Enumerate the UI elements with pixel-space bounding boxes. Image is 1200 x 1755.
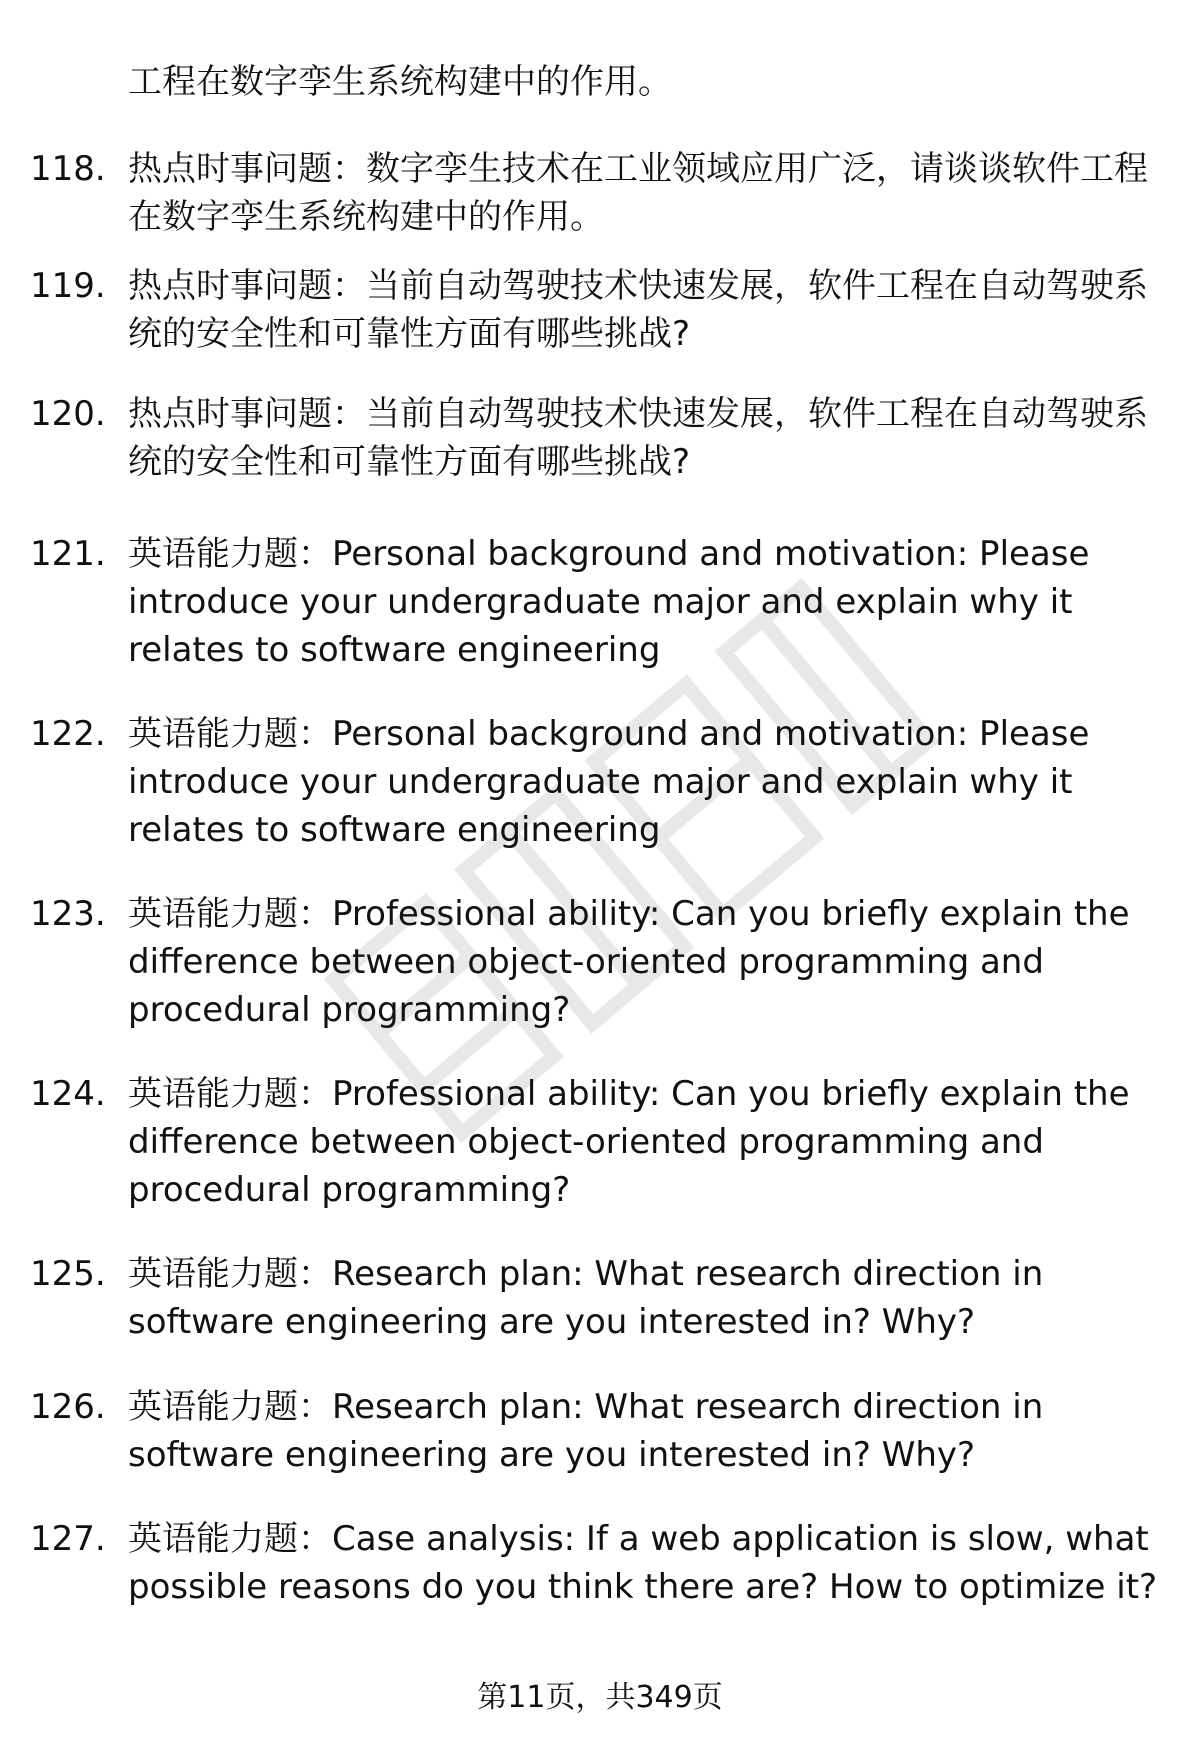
item-number: 122.: [30, 714, 106, 754]
item-number: 124.: [30, 1074, 106, 1114]
list-item: [30, 1070, 1170, 1214]
item-number: 127.: [30, 1519, 106, 1559]
continuation-text: 工程在数字孪生系统构建中的作用。: [128, 62, 672, 102]
list-item: [30, 890, 1170, 1034]
item-text: 英语能力题：Research plan: What research direction in software engineering are you interested in? Why?: [128, 1254, 1044, 1342]
item-number: 118.: [30, 149, 106, 189]
item-text: 热点时事问题：当前自动驾驶技术快速发展，软件工程在自动驾驶系统的安全性和可靠性方面有哪些挑战?: [128, 266, 1148, 354]
list-item: [30, 262, 1170, 358]
list-item: [30, 1250, 1170, 1346]
item-text: 英语能力题：Personal background and motivation: Please introduce your undergraduate major and explain why it relates to software engineering: [128, 534, 1090, 670]
list-item: [30, 145, 1170, 241]
item-text: 英语能力题：Personal background and motivation: Please introduce your undergraduate major and explain why it relates to software engineering: [128, 714, 1090, 850]
item-number: 126.: [30, 1387, 106, 1427]
item-number: 121.: [30, 534, 106, 574]
list-item: [30, 530, 1170, 674]
list-item: [30, 390, 1170, 486]
item-number: 120.: [30, 394, 106, 434]
list-item: [30, 1383, 1170, 1479]
page-number: 第11页，共349页: [477, 1680, 723, 1715]
item-number: 123.: [30, 894, 106, 934]
item-text: 英语能力题：Case analysis: If a web application is slow, what possible reasons do you think there are? How to optimize it?: [128, 1519, 1158, 1607]
item-text: 英语能力题：Research plan: What research direction in software engineering are you interested in? Why?: [128, 1387, 1044, 1475]
item-number: 119.: [30, 266, 106, 306]
item-number: 125.: [30, 1254, 106, 1294]
list-item: [30, 1515, 1170, 1611]
item-text: 热点时事问题：数字孪生技术在工业领域应用广泛，请谈谈软件工程在数字孪生系统构建中的作用。: [128, 149, 1148, 237]
item-text: 热点时事问题：当前自动驾驶技术快速发展，软件工程在自动驾驶系统的安全性和可靠性方面有哪些挑战?: [128, 394, 1148, 482]
item-text: 英语能力题：Professional ability: Can you briefly explain the difference between object-oriented programming and procedural programming?: [128, 1074, 1130, 1210]
list-item: [30, 710, 1170, 854]
item-text: 英语能力题：Professional ability: Can you briefly explain the difference between object-oriented programming and procedural programming?: [128, 894, 1130, 1030]
